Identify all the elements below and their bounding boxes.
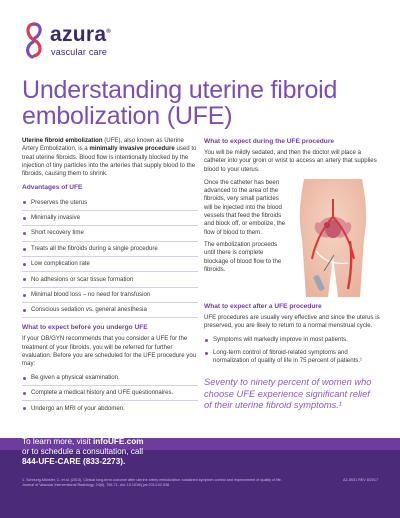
after-paragraph: UFE procedures are usually very effective and since the uterus is preserved, you are likely to return to a normal menstrual cycle. xyxy=(204,313,380,330)
before-paragraph: If your OB/GYN recommends that you consider a UFE for the treatment of your fibroids, you will be referred for further evaluation. Before you are scheduled for the UFE procedure you may: xyxy=(22,335,197,368)
website-link[interactable]: infoUFE.com xyxy=(92,437,144,446)
reference-note: 1. Scheurig-Münkler, C. et al. (2013). Clinical long-term outcome after uterine artery embolization: sustained symptom control and improvement of quality of life. Journal of Vascular Interventional Radiology, 24(6), 765-71. doi: 10.1016/j.jvir.2013.02.038 xyxy=(22,478,282,487)
procedure-block xyxy=(204,179,380,297)
phone-link[interactable]: 844-UFE-CARE (833-2273). xyxy=(22,457,126,466)
list-item: Be given a physical examination. xyxy=(22,371,198,386)
before-list xyxy=(22,371,198,416)
during-paragraph-3: The embolization proceeds until there is complete blockage of blood flow to the fibroids. xyxy=(204,240,282,273)
list-item: Treats all the fibroids during a single procedure xyxy=(22,242,198,257)
list-item: No adhesions or scar tissue formation xyxy=(22,272,198,287)
advantages-list xyxy=(22,195,198,318)
advantages-heading: Advantages of UFE xyxy=(22,184,83,192)
right-column xyxy=(204,137,380,412)
intro-paragraph: Uterine fibroid embolization (UFE), also known as Uterine Artery Embolization, is a minimally invasive procedure used to treat uterine fibroids. Blood flow is intentionally blocked by the injection of tiny particles into the arteries that supply blood to the fibroids, causing them to shrink. xyxy=(22,137,197,178)
ufe-illustration xyxy=(286,179,380,297)
left-column xyxy=(22,137,198,416)
list-item: Undergo an MRI of your abdomen. xyxy=(22,401,198,415)
list-item: Long-term control of fibroid-related symptoms and normalization of quality of life in 75 percent of patients.¹ xyxy=(204,346,380,367)
brand-name: azura® xyxy=(50,23,112,46)
brand-subtitle: vascular care xyxy=(51,47,108,57)
after-list xyxy=(204,333,380,367)
callout-quote: Seventy to ninety percent of women who choose UFE experience significant relief of their uterine fibroid symptoms.¹ xyxy=(204,377,372,411)
list-item: Minimal blood loss – no need for transfusion xyxy=(22,288,198,303)
document-code: AZ-8931 REV 8/2017 xyxy=(342,478,378,482)
during-heading: What to expect during the UFE procedure xyxy=(204,138,335,145)
after-heading: What to expect after a UFE procedure xyxy=(204,302,322,310)
list-item: Symptoms will markedly improve in most patients. xyxy=(204,333,380,346)
during-paragraph-2: Once the catheter has been advanced to the area of the fibroids, very small particles will be injected into the blood vessels that feed the fibroids and block off, or embolize, the flow of blood to them. xyxy=(204,178,286,236)
list-item: Preserves the uterus xyxy=(22,195,198,210)
page-title: Understanding uterine fibroid embolization (UFE) xyxy=(22,76,338,130)
list-item: Minimally invasive xyxy=(22,211,198,226)
during-paragraph-1: You will be mildly sedated, and then the doctor will place a catheter into your groin or wrist to access an artery that supplies blood to your uterus. xyxy=(204,149,377,173)
list-item: Short recovery time xyxy=(22,226,198,241)
before-heading: What to expect before you undergo UFE xyxy=(22,324,148,332)
list-item: Complete a medical history and UFE questionnaires. xyxy=(22,386,198,401)
procedure-text xyxy=(204,179,286,297)
list-item: Low complication rate xyxy=(22,257,198,272)
list-item: Conscious sedation vs. general anesthesia xyxy=(22,303,198,318)
azura-logo xyxy=(22,20,162,60)
call-to-action: To learn more, visit infoUFE.com or to schedule a consultation, call 844-UFE-CARE (833-2273). xyxy=(22,437,144,466)
ribbon-logo-icon xyxy=(22,20,46,60)
